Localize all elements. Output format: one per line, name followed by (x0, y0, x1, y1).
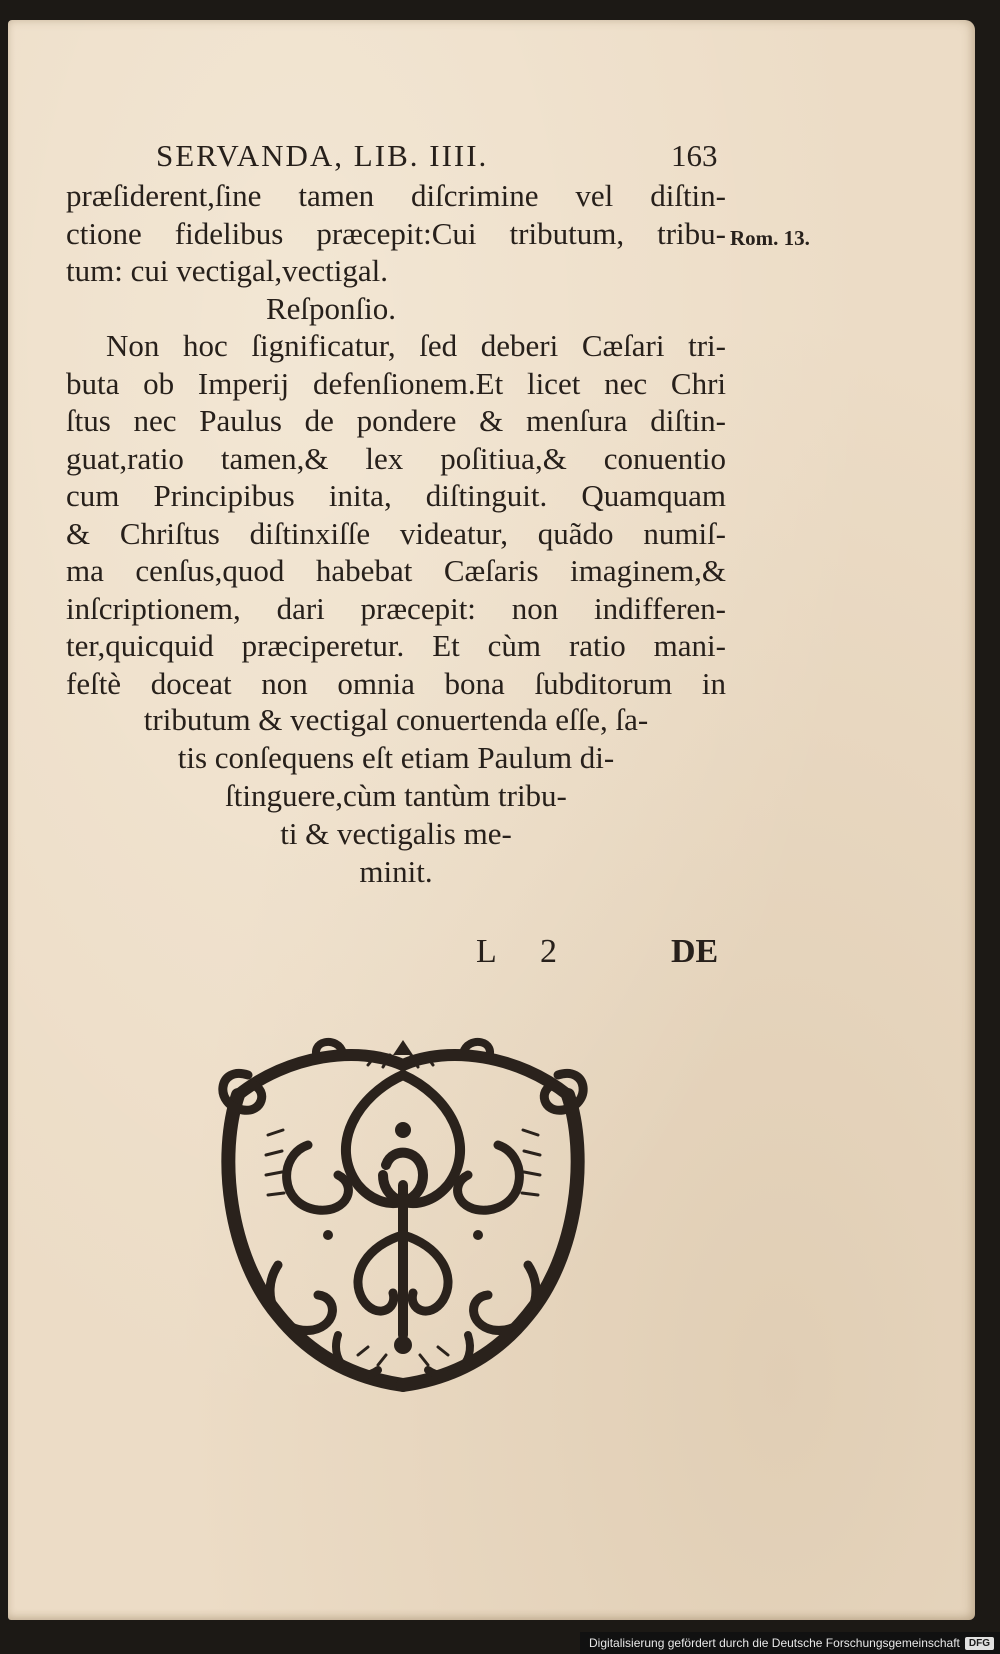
text-line: ctione fidelibus præcepit:Cui tributum, tribu- (66, 215, 726, 251)
tail-line: tributum & vectigal conuertenda eſſe, ſa- (143, 702, 649, 737)
text-line: inſcriptionem, dari præcepit: non indifferen- (66, 590, 726, 626)
footer-credit: Digitalisierung gefördert durch die Deutsche Forschungsgemeinschaft (589, 1636, 960, 1650)
text-line: ter,quicquid præciperetur. Et cùm ratio mani- (66, 628, 726, 663)
digitization-footer (580, 1632, 1000, 1654)
section-heading: Reſponſio. (266, 290, 397, 326)
text-line: buta ob Imperij defenſionem.Et licet nec Chri (66, 365, 726, 401)
text-line: ma cenſus,quod habebat Cæſaris imaginem,& (66, 553, 726, 588)
margin-note: Rom. 13. (730, 226, 810, 250)
running-head: SERVANDA, LIB. IIII. (156, 138, 489, 173)
tail-line: tis conſequens eſt etiam Paulum di- (177, 740, 615, 775)
text-line: præſiderent,ſine tamen diſcrimine vel diſtin- (66, 178, 726, 213)
text-line: feſtè doceat non omnia bona ſubditorum in (66, 665, 726, 701)
text-line: ſtus nec Paulus de pondere & menſura diſtin- (66, 403, 726, 438)
dfg-logo: DFG (965, 1637, 994, 1650)
signature-mark: L 2 (476, 933, 576, 970)
book-page (8, 20, 975, 1620)
text-line: Non hoc ſignificatur, ſed deberi Cæſari tri- (106, 328, 726, 363)
text-line: tum: cui vectigal,vectigal. (66, 253, 388, 288)
text-line: guat,ratio tamen,& lex poſitiua,& conuentio (66, 440, 726, 476)
catchword: DE (671, 933, 719, 970)
text-line: & Chriſtus diſtinxiſſe videatur, quãdo numiſ- (66, 515, 726, 551)
tail-line: ſtinguere,cùm tantùm tribu- (225, 778, 567, 813)
woodcut-ornament (208, 1035, 598, 1405)
body-text (66, 177, 726, 702)
tail-line: minit. (359, 854, 433, 889)
tail-line: ti & vectigalis me- (280, 816, 512, 851)
text-line: cum Principibus inita, diſtinguit. Quamquam (66, 478, 726, 513)
page-number: 163 (671, 138, 718, 173)
